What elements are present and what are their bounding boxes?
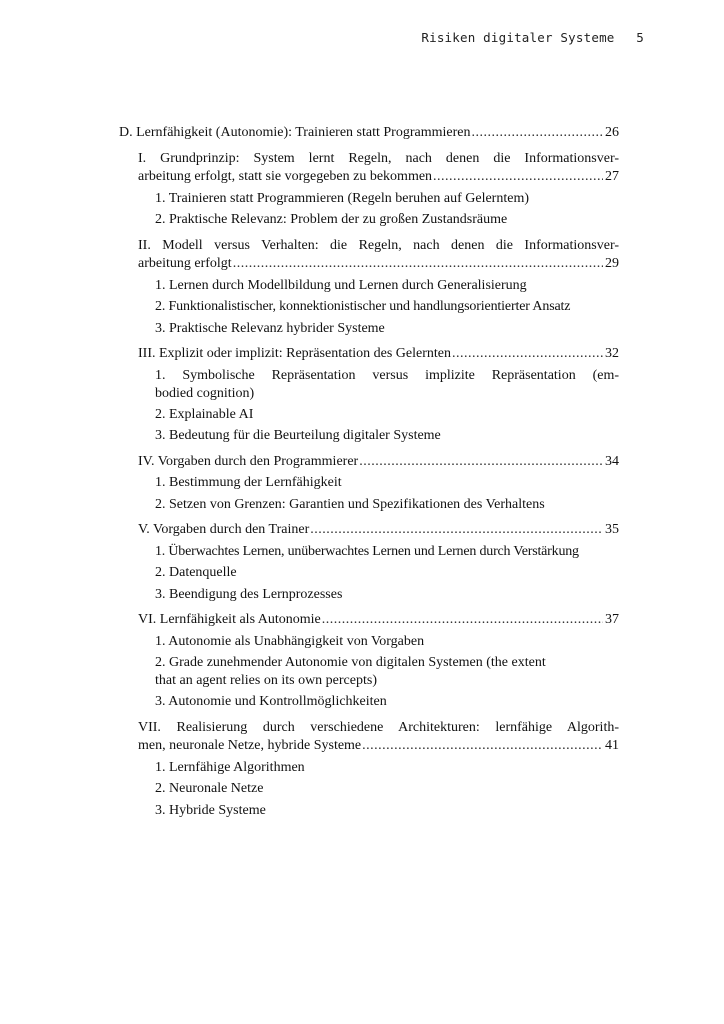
subsection-line1: 2. Grade zunehmender Autonomie von digitalen Systemen (the extent (155, 655, 546, 670)
chapter-title: D. Lernfähigkeit (Autonomie): Trainieren statt Programmieren (119, 125, 471, 140)
subsection-item: 3. Praktische Relevanz hybrider Systeme (155, 320, 385, 336)
toc-chapter-d (119, 124, 619, 143)
subsection-list (138, 277, 619, 339)
section-entry (138, 255, 619, 274)
section-page: 27 (605, 169, 619, 184)
subsection-line2: that an agent relies on its own percepts) (155, 673, 377, 688)
section-title: IV. Vorgaben durch den Programmierer (138, 453, 359, 469)
subsection-item: 3. Hybride Systeme (155, 802, 266, 818)
section-title: V. Vorgaben durch den Trainer (138, 522, 310, 537)
dot-leader (471, 124, 603, 143)
running-header-title: Risiken digitaler Systeme (421, 30, 615, 45)
dot-leader (310, 521, 603, 540)
subsection-item: 1. Bestimmung der Lernfähigkeit (155, 475, 342, 490)
section-page: 29 (605, 256, 619, 271)
section-entry (138, 345, 619, 364)
toc-section-i (119, 150, 619, 230)
subsection-item: 1. Lernfähige Algorithmen (155, 759, 305, 775)
section-title-line2: arbeitung erfolgt (138, 256, 232, 271)
page-number: 5 (636, 30, 644, 45)
toc-section-iii (119, 345, 619, 446)
subsection-line1: 1. Symbolische Repräsentation versus implizite Repräsentation (em- (155, 367, 619, 383)
dot-leader (452, 345, 603, 364)
dot-leader (433, 168, 603, 187)
dot-leader (322, 611, 603, 630)
subsection-item: 1. Autonomie als Unabhängigkeit von Vorgaben (155, 633, 425, 649)
section-entry (138, 168, 619, 187)
dot-leader (362, 737, 603, 756)
subsection-item: 3. Bedeutung für die Beurteilung digitaler Systeme (155, 428, 441, 443)
subsection-item: 2. Praktische Relevanz: Problem der zu großen Zustandsräume (155, 212, 508, 227)
toc-section-iv (119, 453, 619, 515)
toc-section-v (119, 521, 619, 604)
dot-leader (233, 255, 603, 274)
subsection-list (138, 759, 619, 821)
subsection-item: 2. Neuronale Netze (155, 781, 264, 796)
section-page: 35 (605, 522, 619, 537)
subsection-item: 2. Funktionalistischer, konnektionistischer und handlungsorientierter Ansatz (155, 299, 571, 314)
section-title-line2: arbeitung erfolgt, statt sie vorgegeben zu bekommen (138, 169, 433, 184)
subsection-list (138, 190, 619, 230)
section-title: VI. Lernfähigkeit als Autonomie (138, 612, 321, 627)
subsection-line2: bodied cognition) (155, 385, 255, 401)
toc-section-vi (119, 611, 619, 712)
toc-section-ii (119, 237, 619, 339)
subsection-item (155, 654, 619, 690)
dot-leader (359, 453, 603, 472)
subsection-item (155, 367, 619, 403)
section-page: 32 (605, 346, 619, 361)
section-title-line2: men, neuronale Netze, hybride Systeme (138, 738, 362, 753)
subsection-list (138, 633, 619, 712)
section-page: 41 (605, 738, 619, 753)
subsection-list (138, 474, 619, 514)
section-title: III. Explizit oder implizit: Repräsentation des Gelernten (138, 346, 451, 361)
subsection-item: 2. Explainable AI (155, 406, 254, 422)
subsection-item: 1. Überwachtes Lernen, unüberwachtes Lernen und Lernen durch Verstärkung (155, 543, 579, 559)
subsection-item: 3. Autonomie und Kontrollmöglichkeiten (155, 694, 387, 709)
section-title-line1: I. Grundprinzip: System lernt Regeln, nach denen die Informationsver- (138, 150, 619, 166)
subsection-list (138, 367, 619, 446)
running-header (421, 30, 644, 45)
chapter-page: 26 (605, 125, 619, 140)
section-entry (138, 611, 619, 630)
section-entry (138, 737, 619, 756)
section-entry (138, 521, 619, 540)
section-title-line1: II. Modell versus Verhalten: die Regeln, nach denen die Informationsver- (138, 237, 619, 253)
subsection-list (138, 543, 619, 605)
table-of-contents (119, 124, 619, 823)
subsection-item: 3. Beendigung des Lernprozesses (155, 586, 343, 602)
section-entry (138, 453, 619, 472)
subsection-item: 2. Datenquelle (155, 565, 237, 580)
section-title-line1: VII. Realisierung durch verschiedene Architekturen: lernfähige Algorith- (138, 719, 619, 735)
toc-section-vii (119, 719, 619, 821)
section-page: 34 (605, 453, 619, 469)
subsection-item: 1. Trainieren statt Programmieren (Regeln beruhen auf Gelerntem) (155, 190, 529, 206)
subsection-item: 1. Lernen durch Modellbildung und Lernen durch Generalisierung (155, 277, 527, 293)
subsection-item: 2. Setzen von Grenzen: Garantien und Spezifikationen des Verhaltens (155, 496, 545, 512)
section-page: 37 (605, 612, 619, 627)
